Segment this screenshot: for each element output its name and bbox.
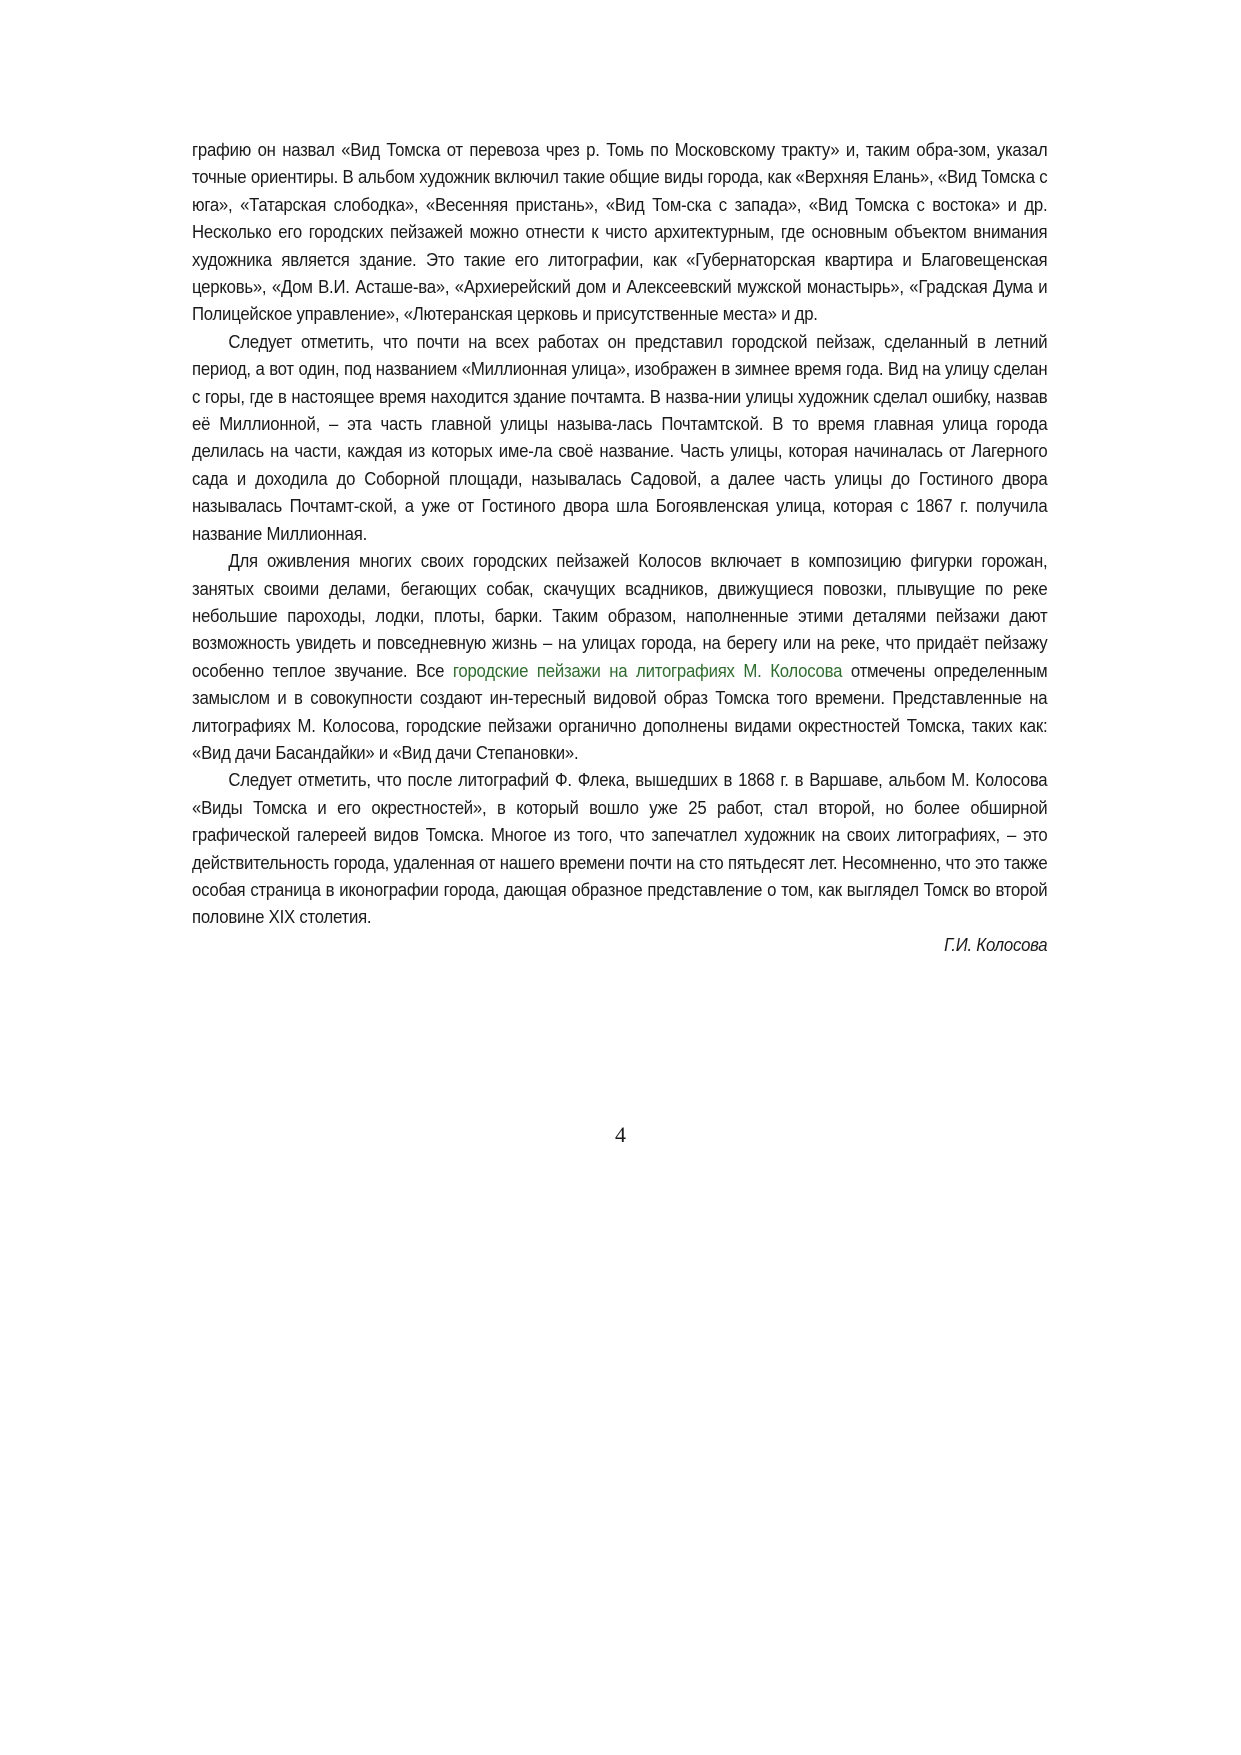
page-number: 4 — [615, 1122, 626, 1147]
paragraph-1: графию он назвал «Вид Томска от перевоза чрез р. Томь по Московскому тракту» и, таким обра-зом, указал точные ориентиры. В альбом художник включил такие общие виды города, как «Верхняя Елань», «Вид Томска с юга», «Татарская слободка», «Весенняя пристань», «Вид Том-ска с запада», «Вид Томска с востока» и др. Несколько его городских пейзажей можно отнести к чисто архитектурным, где основным объектом внимания художника является здание. Это такие его литографии, как «Губернаторская квартира и Благовещенская церковь», «Дом В.И. Асташе-ва», «Архиерейский дом и Алексеевский мужской монастырь», «Градская Дума и Полицейское управление», «Лютеранская церковь и присутственные места» и др. — [192, 139, 1048, 325]
paragraph-4: Следует отметить, что после литографий Ф. Флека, вышедших в 1868 г. в Варшаве, альбом М. Колосова «Виды Томска и его окрестностей», в который вошло уже 25 работ, стал второй, но более обширной графической галереей видов Томска. Многое из того, что запечатлел художник на своих литографиях, – это действительность города, удаленная от нашего времени почти на сто пятьдесят лет. Несомненно, что это также особая страница в иконографии города, дающая образное представление о том, как выглядел Томск во второй половине XIX столетия. — [192, 769, 1048, 928]
paragraph-2: Следует отметить, что почти на всех работах он представил городской пейзаж, сделанный в летний период, а вот один, под названием «Миллионная улица», изображен в зимнее время года. Вид на улицу сделан с горы, где в настоящее время находится здание почтамта. В назва-нии улицы художник сделал ошибку, назвав её Миллионной, – эта часть главной улицы называ-лась Почтамтской. В то время главная улица города делилась на части, каждая из которых име-ла своё название. Часть улицы, которая начиналась от Лагерного сада и доходила до Соборной площади, называлась Садовой, а далее часть улицы до Гостиного двора называлась Почтамт-ской, а уже от Гостиного двора шла Богоявленская улица, которая с 1867 г. получила название Миллионная. — [192, 330, 1048, 544]
body-text — [192, 136, 1047, 958]
author-signature: Г.И. Колосова — [944, 933, 1048, 955]
highlighted-phrase: городские пейзажи на литографиях М. Колосова — [452, 659, 843, 681]
paragraph-3-text-end: отмечены определенным замыслом и в совокупности создают ин-тересный видовой образ Томска того времени. Представленные на литографиях М. Колосова, городские пейзажи органично дополнены видами окрестностей Томска, таких как: «Вид дачи Басандайки» и «Вид дачи Степановки». — [192, 659, 1048, 763]
paragraph-3 — [192, 547, 1047, 766]
paragraph-3-text-start: Для оживления многих своих городских пейзажей Колосов включает в композицию фигурки горожан, занятых своими делами, бегающих собак, скачущих всадников, движущиеся повозки, плывущие по реке небольшие пароходы, лодки, плоты, барки. Таким образом, наполненные этими деталями пейзажи дают возможность увидеть и повседневную жизнь – на улицах города, на берегу или на реке, что придаёт пейзажу особенно теплое звучание. Все — [192, 550, 1048, 681]
